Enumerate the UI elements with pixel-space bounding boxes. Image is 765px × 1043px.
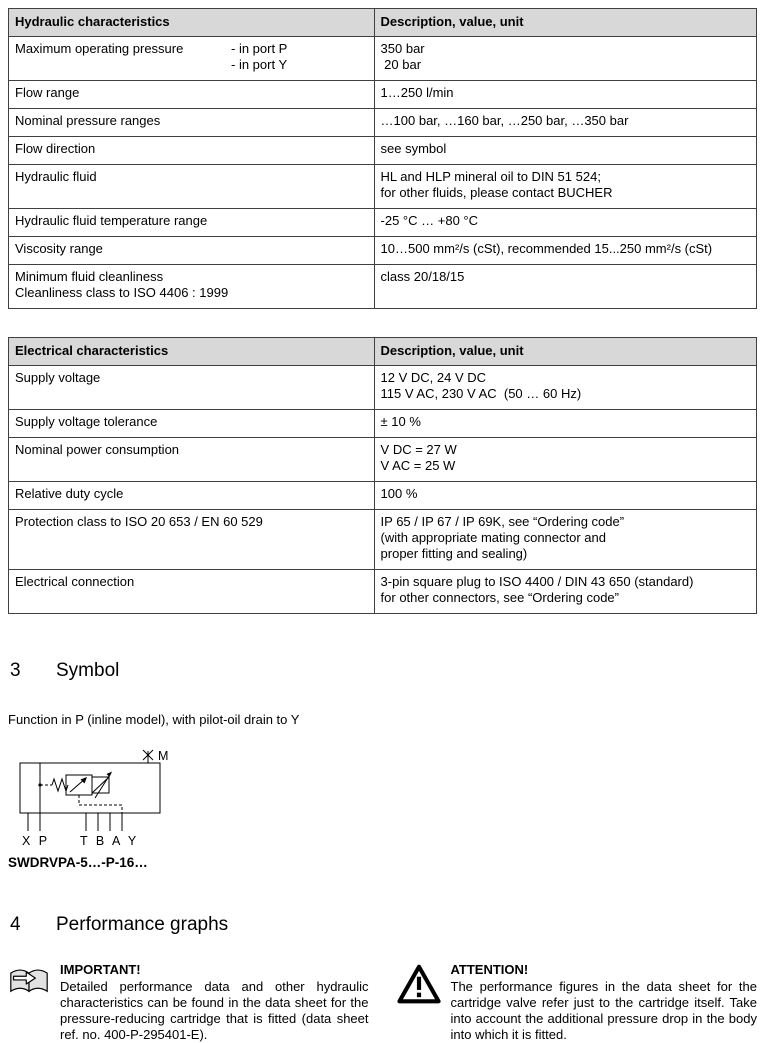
cell-line: Cleanliness class to ISO 4406 : 1999	[15, 285, 229, 300]
cell-line: 12 V DC, 24 V DC	[380, 370, 487, 385]
cell-line: Electrical connection	[15, 574, 135, 589]
cell-line: Relative duty cycle	[15, 486, 124, 501]
value-cell	[374, 510, 756, 569]
attention-note	[397, 962, 758, 1043]
value-cell	[374, 438, 756, 481]
cell-line: Protection class to ISO 20 653 / EN 60 529	[15, 514, 263, 529]
value-cell	[374, 366, 756, 409]
model-code: SWDRVPA-5…-P-16…	[8, 855, 148, 870]
cell-line: for other connectors, see “Ordering code”	[380, 590, 619, 605]
important-text: Detailed performance data and other hydraulic characteristics can be found in the data sheet for the pressure-reducing cartridge that is fitted (data sheet ref. no. 400-P-295401-E).	[60, 979, 369, 1042]
cell-line: …100 bar, …160 bar, …250 bar, …350 bar	[380, 113, 629, 128]
attention-title: ATTENTION!	[450, 962, 529, 977]
cell-line: proper fitting and sealing)	[380, 546, 528, 561]
column-header: Hydraulic characteristics	[15, 14, 170, 29]
cell-line: 3-pin square plug to ISO 4400 / DIN 43 650 (standard)	[380, 574, 694, 589]
cell-line: -25 °C … +80 °C	[380, 213, 478, 228]
value-cell	[374, 570, 756, 613]
parameter-subcolumn	[231, 41, 287, 73]
cell-line: Supply voltage	[15, 370, 101, 385]
cell-line: Flow direction	[15, 141, 96, 156]
cell-line: 350 bar	[380, 41, 425, 56]
parameter-cell	[9, 366, 374, 409]
value-cell	[374, 265, 756, 308]
attention-text: The performance figures in the data sheet for the cartridge valve refer just to the cartridge itself. Take into account the additional pressure drop in the body into which it is fitted.	[450, 979, 757, 1042]
cell-line: see symbol	[380, 141, 447, 156]
value-cell	[374, 81, 756, 108]
important-hand-book-icon	[8, 962, 50, 997]
port-labels-tbay: T B A Y	[80, 834, 139, 848]
table-row	[9, 365, 756, 409]
parameter-cell	[9, 81, 374, 108]
table-header-row	[9, 338, 756, 365]
cell-line: (with appropriate mating connector and	[380, 530, 606, 545]
table-row	[9, 236, 756, 264]
port-labels-xp: X P	[22, 834, 50, 848]
section-heading-symbol	[10, 660, 757, 682]
table-header-row	[9, 9, 756, 36]
parameter-cell	[9, 37, 374, 80]
important-title: IMPORTANT!	[60, 962, 141, 977]
cell-line: for other fluids, please contact BUCHER	[380, 185, 613, 200]
column-header: Electrical characteristics	[15, 343, 169, 358]
table-row	[9, 164, 756, 208]
cell-line: 100 %	[380, 486, 418, 501]
table-row	[9, 108, 756, 136]
parameter-cell	[9, 165, 374, 208]
cell-line: Flow range	[15, 85, 80, 100]
cell-line: Minimum fluid cleanliness	[15, 269, 164, 284]
hydraulic-symbol-diagram	[10, 747, 757, 849]
table-row	[9, 36, 756, 80]
table-row	[9, 569, 756, 613]
parameter-cell	[9, 109, 374, 136]
section-number: 3	[10, 660, 21, 681]
value-cell	[374, 109, 756, 136]
parameter-cell	[9, 237, 374, 264]
hydraulic-characteristics-table	[8, 8, 757, 309]
cell-line: Maximum operating pressure	[15, 41, 184, 56]
column-header: Description, value, unit	[374, 338, 756, 365]
table-row	[9, 509, 756, 569]
cell-line: - in port Y	[231, 57, 288, 72]
value-cell	[374, 410, 756, 437]
cell-line: Nominal power consumption	[15, 442, 180, 457]
parameter-cell	[9, 265, 374, 308]
cell-line: Supply voltage tolerance	[15, 414, 158, 429]
cell-line: IP 65 / IP 67 / IP 69K, see “Ordering code”	[380, 514, 625, 529]
parameter-cell	[9, 570, 374, 613]
parameter-cell	[9, 438, 374, 481]
cell-line: Viscosity range	[15, 241, 103, 256]
cell-line: 20 bar	[380, 57, 422, 72]
value-cell	[374, 482, 756, 509]
cell-line: V DC = 27 W	[380, 442, 457, 457]
cell-line: ± 10 %	[380, 414, 421, 429]
warning-triangle-icon	[397, 962, 441, 1007]
table-row	[9, 481, 756, 509]
value-cell	[374, 237, 756, 264]
value-cell	[374, 37, 756, 80]
value-cell	[374, 165, 756, 208]
hydraulic-symbol-svg	[10, 747, 200, 849]
cell-line: 115 V AC, 230 V AC (50 … 60 Hz)	[380, 386, 582, 401]
parameter-cell	[9, 209, 374, 236]
section-heading-performance	[10, 914, 757, 936]
table-row	[9, 264, 756, 308]
section-number: 4	[10, 914, 21, 935]
table-row	[9, 208, 756, 236]
value-cell	[374, 137, 756, 164]
symbol-caption: Function in P (inline model), with pilot-oil drain to Y	[8, 712, 300, 727]
column-header: Description, value, unit	[374, 9, 756, 36]
cell-line: Hydraulic fluid temperature range	[15, 213, 208, 228]
section-title: Performance graphs	[56, 914, 229, 935]
table-row	[9, 136, 756, 164]
cell-line: Nominal pressure ranges	[15, 113, 161, 128]
cell-line: Hydraulic fluid	[15, 169, 97, 184]
important-note-body	[60, 962, 369, 1043]
value-cell	[374, 209, 756, 236]
cell-line: 1…250 l/min	[380, 85, 454, 100]
cell-line: V AC = 25 W	[380, 458, 456, 473]
cell-line: - in port P	[231, 41, 288, 56]
cell-line: 10…500 mm²/s (cSt), recommended 15...250 mm²/s (cSt)	[380, 241, 713, 256]
electrical-characteristics-table	[8, 337, 757, 614]
parameter-cell	[9, 510, 374, 569]
parameter-cell	[9, 137, 374, 164]
port-label-m: M	[158, 749, 169, 763]
attention-note-body	[451, 962, 758, 1043]
cell-line: class 20/18/15	[380, 269, 465, 284]
table-row	[9, 437, 756, 481]
cell-line: HL and HLP mineral oil to DIN 51 524;	[380, 169, 601, 184]
parameter-cell	[9, 410, 374, 437]
section-title: Symbol	[56, 660, 120, 681]
notes-row	[8, 962, 757, 1043]
table-row	[9, 409, 756, 437]
parameter-cell	[9, 482, 374, 509]
important-note	[8, 962, 369, 1043]
table-row	[9, 80, 756, 108]
